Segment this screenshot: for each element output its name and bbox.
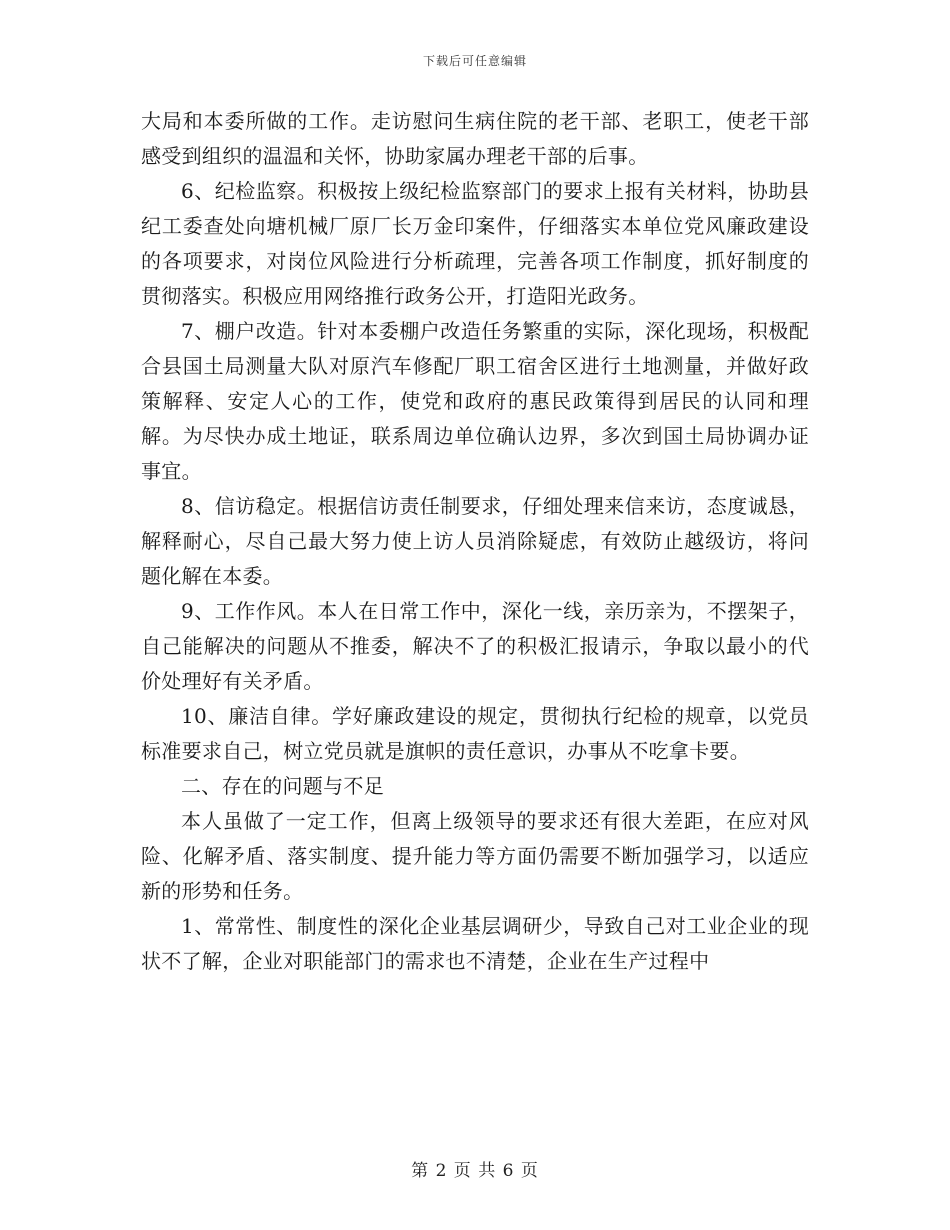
paragraph: 9、工作作风。本人在日常工作中，深化一线，亲历亲为，不摆架子，自己能解决的问题从不推委，解决不了的积极汇报请示，争取以最小的代价处理好有关矛盾。 [141, 599, 809, 693]
paragraph: 1、常常性、制度性的深化企业基层调研少，导致自己对工业企业的现状不了解，企业对职能部门的需求也不清楚，企业在生产过程中 [141, 914, 809, 973]
paragraph: 10、廉洁自律。学好廉政建设的规定，贯彻执行纪检的规章，以党员标准要求自己，树立党员就是旗帜的责任意识，办事从不吃拿卡要。 [141, 704, 809, 763]
page-footer: 第 2 页 共 6 页 [411, 1161, 539, 1181]
paragraph: 大局和本委所做的工作。走访慰问生病住院的老干部、老职工，使老干部感受到组织的温温和关怀，协助家属办理老干部的后事。 [141, 109, 809, 168]
section-heading: 二、存在的问题与不足 [181, 774, 384, 798]
paragraph: 7、棚户改造。针对本委棚户改造任务繁重的实际，深化现场，积极配合县国土局测量大队对原汽车修配厂职工宿舍区进行土地测量，并做好政策解释、安定人心的工作，使党和政府的惠民政策得到居民的认同和理解。为尽快办成土地证，联系周边单位确认边界，多次到国土局协调办证事宜。 [141, 319, 809, 483]
paragraph: 6、纪检监察。积极按上级纪检监察部门的要求上报有关材料，协助县纪工委查处向塘机械厂原厂长万金印案件，仔细落实本单位党风廉政建设的各项要求，对岗位风险进行分析疏理，完善各项工作制度，抓好制度的贯彻落实。积极应用网络推行政务公开，打造阳光政务。 [141, 179, 809, 308]
page-header: 下载后可任意编辑 [422, 54, 527, 68]
paragraph: 本人虽做了一定工作，但离上级领导的要求还有很大差距，在应对风险、化解矛盾、落实制度、提升能力等方面仍需要不断加强学习，以适应新的形势和任务。 [141, 809, 809, 903]
document-body [141, 104, 809, 979]
paragraph: 8、信访稳定。根据信访责任制要求，仔细处理来信来访，态度诚恳，解释耐心，尽自己最大努力使上访人员消除疑虑，有效防止越级访，将问题化解在本委。 [141, 494, 809, 588]
